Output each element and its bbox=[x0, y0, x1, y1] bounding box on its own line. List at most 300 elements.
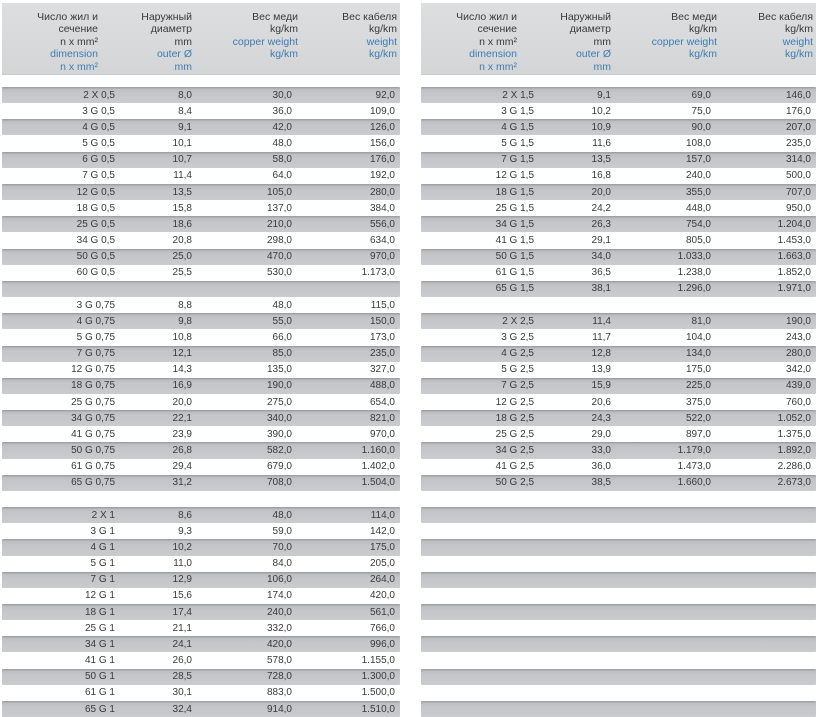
table-cell: 137,0 bbox=[266, 202, 292, 214]
table-cell: 883,0 bbox=[266, 687, 292, 699]
table-row bbox=[421, 394, 816, 410]
table-cell: 60 G 0,5 bbox=[76, 267, 115, 279]
table-cell: 7 G 1,5 bbox=[501, 154, 534, 166]
table-cell: 55,0 bbox=[272, 315, 292, 327]
spec-table-right bbox=[421, 3, 816, 717]
table-row-empty bbox=[421, 636, 816, 652]
table-cell: 314,0 bbox=[785, 154, 811, 166]
table-cell: 32,4 bbox=[172, 703, 192, 715]
header-line-ru: сечение bbox=[477, 23, 517, 36]
table-cell: 760,0 bbox=[785, 396, 811, 408]
table-row bbox=[2, 232, 400, 248]
header-line-ru: Число жил и bbox=[456, 11, 517, 23]
header-line-ru: Число жил и bbox=[37, 11, 98, 23]
table-cell: 2.286,0 bbox=[777, 461, 811, 473]
table-row-empty bbox=[421, 652, 816, 668]
table-row bbox=[421, 135, 816, 151]
table-cell: 65 G 0,75 bbox=[71, 477, 115, 489]
table-cell: 2 X 0,5 bbox=[83, 89, 115, 101]
column-header bbox=[611, 11, 717, 74]
table-cell: 36,0 bbox=[272, 105, 292, 117]
table-cell: 210,0 bbox=[266, 218, 292, 230]
table-cell: 41 G 2,5 bbox=[495, 461, 534, 473]
table-cell: 4 G 1 bbox=[90, 541, 115, 553]
header-line-en: kg/km bbox=[368, 48, 397, 61]
table-row bbox=[2, 459, 400, 475]
header-line-en: kg/km bbox=[784, 48, 813, 61]
table-cell: 108,0 bbox=[685, 138, 711, 150]
table-cell: 105,0 bbox=[266, 186, 292, 198]
header-line-en: dimension bbox=[50, 48, 98, 61]
table-row bbox=[2, 297, 400, 313]
table-cell: 1.473,0 bbox=[677, 461, 711, 473]
table-cell: 1.500,0 bbox=[361, 687, 395, 699]
table-cell: 15,8 bbox=[172, 202, 192, 214]
table-cell: 29,0 bbox=[591, 428, 611, 440]
column-header bbox=[421, 11, 534, 74]
table-cell: 84,0 bbox=[272, 558, 292, 570]
table-cell: 7 G 0,75 bbox=[76, 348, 115, 360]
table-cell: 22,1 bbox=[172, 412, 192, 424]
table-cell: 20,0 bbox=[172, 396, 192, 408]
table-cell: 65 G 1,5 bbox=[495, 283, 534, 295]
table-cell: 38,5 bbox=[591, 477, 611, 489]
header-line-en: kg/km bbox=[688, 48, 717, 61]
table-cell: 176,0 bbox=[369, 154, 395, 166]
table-cell: 5 G 2,5 bbox=[501, 364, 534, 376]
table-cell: 36,5 bbox=[591, 267, 611, 279]
header-line-ru: Вес меди bbox=[252, 11, 298, 23]
table-cell: 754,0 bbox=[685, 218, 711, 230]
table-cell: 9,1 bbox=[178, 121, 192, 133]
table-cell: 332,0 bbox=[266, 622, 292, 634]
table-row bbox=[2, 426, 400, 442]
table-cell: 30,0 bbox=[272, 89, 292, 101]
table-cell: 81,0 bbox=[691, 315, 711, 327]
header-line-en: kg/km bbox=[269, 48, 298, 61]
table-cell: 25,5 bbox=[172, 267, 192, 279]
column-header bbox=[292, 11, 400, 74]
table-cell: 3 G 1,5 bbox=[501, 105, 534, 117]
table-cell: 134,0 bbox=[685, 348, 711, 360]
table-cell: 12 G 1,5 bbox=[495, 170, 534, 182]
table-cell: 176,0 bbox=[785, 105, 811, 117]
table-row bbox=[2, 701, 400, 717]
table-cell: 5 G 1,5 bbox=[501, 138, 534, 150]
table-row bbox=[2, 184, 400, 200]
header-line-en: mm bbox=[593, 60, 611, 73]
table-row bbox=[2, 135, 400, 151]
table-cell: 92,0 bbox=[375, 89, 395, 101]
table-cell: 41 G 1 bbox=[84, 655, 115, 667]
table-cell: 16,8 bbox=[591, 170, 611, 182]
table-cell: 5 G 0,75 bbox=[76, 331, 115, 343]
table-row bbox=[421, 313, 816, 329]
table-row bbox=[421, 346, 816, 362]
table-cell: 950,0 bbox=[785, 202, 811, 214]
table-cell: 175,0 bbox=[685, 364, 711, 376]
table-cell: 1.052,0 bbox=[777, 412, 811, 424]
table-cell: 1.453,0 bbox=[777, 234, 811, 246]
table-cell: 13,9 bbox=[591, 364, 611, 376]
table-cell: 1.033,0 bbox=[677, 251, 711, 263]
table-cell: 5 G 0,5 bbox=[82, 138, 115, 150]
table-row bbox=[2, 620, 400, 636]
header-line-en: weight bbox=[366, 35, 397, 48]
table-cell: 12 G 0,5 bbox=[76, 186, 115, 198]
table-cell: 420,0 bbox=[266, 638, 292, 650]
table-cell: 12,8 bbox=[591, 348, 611, 360]
table-row bbox=[421, 103, 816, 119]
table-cell: 11,4 bbox=[173, 170, 192, 182]
table-row bbox=[421, 168, 816, 184]
table-row bbox=[421, 459, 816, 475]
table-cell: 34 G 2,5 bbox=[495, 445, 534, 457]
table-cell: 26,0 bbox=[172, 655, 192, 667]
table-cell: 1.971,0 bbox=[777, 283, 811, 295]
header-line-ru: Наружный bbox=[141, 11, 192, 23]
table-cell: 75,0 bbox=[691, 105, 711, 117]
table-cell: 61 G 0,75 bbox=[71, 461, 115, 473]
table-cell: 355,0 bbox=[685, 186, 711, 198]
header-line-ru: n x mm² bbox=[60, 35, 98, 48]
table-cell: 25 G 0,75 bbox=[71, 396, 115, 408]
table-cell: 897,0 bbox=[685, 428, 711, 440]
header-line-ru: Вес кабеля bbox=[342, 11, 397, 23]
table-cell: 29,1 bbox=[591, 234, 611, 246]
header-line-en: n x mm² bbox=[479, 60, 517, 73]
table-row bbox=[2, 152, 400, 168]
header-line-ru: mm bbox=[174, 35, 192, 48]
table-row bbox=[421, 442, 816, 458]
table-row-empty bbox=[421, 669, 816, 685]
table-cell: 50 G 2,5 bbox=[495, 477, 534, 489]
table-row bbox=[2, 442, 400, 458]
table-row-empty bbox=[421, 685, 816, 701]
table-cell: 50 G 0,5 bbox=[76, 251, 115, 263]
table-cell: 25 G 0,5 bbox=[76, 218, 115, 230]
table-cell: 33,0 bbox=[591, 445, 611, 457]
table-cell: 146,0 bbox=[785, 89, 811, 101]
table-cell: 12,1 bbox=[172, 348, 192, 360]
table-cell: 805,0 bbox=[685, 234, 711, 246]
table-cell: 2 X 1,5 bbox=[502, 89, 534, 101]
table-cell: 34 G 0,5 bbox=[76, 234, 115, 246]
table-cell: 3 G 2,5 bbox=[501, 331, 534, 343]
table-row bbox=[2, 556, 400, 572]
table-cell: 156,0 bbox=[369, 138, 395, 150]
table-cell: 1.852,0 bbox=[777, 267, 811, 279]
table-row bbox=[421, 87, 816, 103]
table-cell: 34 G 1,5 bbox=[495, 218, 534, 230]
table-row bbox=[2, 394, 400, 410]
table-cell: 8,8 bbox=[178, 299, 192, 311]
table-cell: 31,2 bbox=[172, 477, 192, 489]
table-row bbox=[2, 119, 400, 135]
table-cell: 390,0 bbox=[266, 428, 292, 440]
table-cell: 679,0 bbox=[266, 461, 292, 473]
table-header bbox=[421, 3, 816, 75]
table-cell: 13,5 bbox=[591, 154, 611, 166]
table-cell: 707,0 bbox=[785, 186, 811, 198]
table-cell: 41 G 1,5 bbox=[495, 234, 534, 246]
header-line-ru: сечение bbox=[58, 23, 98, 36]
table-cell: 18,6 bbox=[172, 218, 192, 230]
header-line-en: copper weight bbox=[232, 35, 298, 48]
table-cell: 2 X 2,5 bbox=[502, 315, 534, 327]
header-line-ru: mm bbox=[593, 35, 611, 48]
table-cell: 65 G 1 bbox=[84, 703, 115, 715]
table-cell: 20,8 bbox=[172, 234, 192, 246]
table-cell: 240,0 bbox=[685, 170, 711, 182]
table-cell: 11,6 bbox=[592, 138, 611, 150]
table-row bbox=[2, 168, 400, 184]
table-row bbox=[2, 669, 400, 685]
table-cell: 4 G 1,5 bbox=[501, 121, 534, 133]
table-cell: 21,1 bbox=[172, 622, 192, 634]
table-cell: 327,0 bbox=[369, 364, 395, 376]
table-cell: 142,0 bbox=[369, 525, 395, 537]
table-cell: 3 G 0,75 bbox=[76, 299, 115, 311]
table-cell: 20,0 bbox=[591, 186, 611, 198]
table-cell: 173,0 bbox=[369, 331, 395, 343]
table-cell: 340,0 bbox=[266, 412, 292, 424]
table-cell: 192,0 bbox=[369, 170, 395, 182]
table-cell: 10,1 bbox=[172, 138, 192, 150]
table-cell: 4 G 2,5 bbox=[501, 348, 534, 360]
table-row bbox=[2, 103, 400, 119]
table-cell: 500,0 bbox=[785, 170, 811, 182]
table-cell: 34,0 bbox=[591, 251, 611, 263]
table-cell: 7 G 2,5 bbox=[501, 380, 534, 392]
header-line-ru: n x mm² bbox=[479, 35, 517, 48]
table-cell: 18 G 2,5 bbox=[495, 412, 534, 424]
table-row-empty bbox=[2, 281, 400, 297]
table-cell: 12 G 0,75 bbox=[71, 364, 115, 376]
table-cell: 24,2 bbox=[591, 202, 611, 214]
column-header bbox=[192, 11, 298, 74]
table-row-empty bbox=[421, 523, 816, 539]
table-cell: 1.892,0 bbox=[777, 445, 811, 457]
table-row bbox=[421, 378, 816, 394]
table-row bbox=[2, 216, 400, 232]
table-cell: 384,0 bbox=[369, 202, 395, 214]
header-line-ru: диаметр bbox=[150, 23, 192, 36]
table-cell: 10,8 bbox=[172, 331, 192, 343]
table-row bbox=[2, 378, 400, 394]
table-cell: 9,8 bbox=[178, 315, 192, 327]
header-line-en: outer Ø bbox=[575, 48, 611, 61]
table-row-empty bbox=[421, 539, 816, 555]
table-cell: 207,0 bbox=[785, 121, 811, 133]
table-cell: 13,5 bbox=[172, 186, 192, 198]
table-cell: 104,0 bbox=[685, 331, 711, 343]
table-cell: 135,0 bbox=[266, 364, 292, 376]
table-cell: 280,0 bbox=[785, 348, 811, 360]
table-cell: 1.375,0 bbox=[777, 428, 811, 440]
table-row bbox=[2, 249, 400, 265]
table-cell: 15,6 bbox=[172, 590, 192, 602]
table-cell: 41 G 0,75 bbox=[71, 428, 115, 440]
table-row-empty bbox=[421, 297, 816, 313]
table-cell: 280,0 bbox=[369, 186, 395, 198]
spec-table-left bbox=[2, 3, 400, 717]
table-cell: 59,0 bbox=[272, 525, 292, 537]
table-row bbox=[2, 572, 400, 588]
table-cell: 1.173,0 bbox=[361, 267, 395, 279]
table-row-empty bbox=[421, 491, 816, 507]
table-header bbox=[2, 3, 400, 75]
table-cell: 1.402,0 bbox=[361, 461, 395, 473]
table-cell: 66,0 bbox=[272, 331, 292, 343]
table-cell: 1.296,0 bbox=[677, 283, 711, 295]
table-row-empty bbox=[421, 507, 816, 523]
table-cell: 205,0 bbox=[369, 558, 395, 570]
table-cell: 634,0 bbox=[369, 234, 395, 246]
table-cell: 28,5 bbox=[172, 671, 192, 683]
table-cell: 3 G 0,5 bbox=[82, 105, 115, 117]
table-row-empty bbox=[421, 588, 816, 604]
table-cell: 10,7 bbox=[172, 154, 192, 166]
table-cell: 64,0 bbox=[272, 170, 292, 182]
table-cell: 970,0 bbox=[369, 251, 395, 263]
table-row bbox=[2, 604, 400, 620]
table-cell: 530,0 bbox=[266, 267, 292, 279]
table-row bbox=[421, 216, 816, 232]
column-header bbox=[711, 11, 816, 74]
table-cell: 126,0 bbox=[369, 121, 395, 133]
table-cell: 1.155,0 bbox=[361, 655, 395, 667]
table-cell: 4 G 0,5 bbox=[82, 121, 115, 133]
header-line-en: mm bbox=[174, 60, 192, 73]
table-cell: 1.663,0 bbox=[777, 251, 811, 263]
table-cell: 1.179,0 bbox=[677, 445, 711, 457]
table-cell: 106,0 bbox=[266, 574, 292, 586]
table-cell: 5 G 1 bbox=[90, 558, 115, 570]
table-cell: 11,0 bbox=[173, 558, 192, 570]
header-line-ru: Наружный bbox=[560, 11, 611, 23]
table-cell: 12 G 1 bbox=[84, 590, 115, 602]
table-cell: 6 G 0,5 bbox=[82, 154, 115, 166]
header-line-en: outer Ø bbox=[156, 48, 192, 61]
table-cell: 34 G 1 bbox=[84, 638, 115, 650]
table-cell: 25 G 1,5 bbox=[495, 202, 534, 214]
column-header bbox=[115, 11, 192, 74]
table-cell: 190,0 bbox=[266, 380, 292, 392]
table-cell: 298,0 bbox=[266, 234, 292, 246]
table-cell: 11,7 bbox=[592, 331, 611, 343]
table-cell: 821,0 bbox=[369, 412, 395, 424]
table-cell: 10,2 bbox=[172, 541, 192, 553]
table-row-empty bbox=[421, 604, 816, 620]
header-line-en: n x mm² bbox=[60, 60, 98, 73]
table-cell: 24,3 bbox=[591, 412, 611, 424]
table-cell: 240,0 bbox=[266, 606, 292, 618]
table-cell: 439,0 bbox=[785, 380, 811, 392]
table-cell: 914,0 bbox=[266, 703, 292, 715]
table-cell: 235,0 bbox=[785, 138, 811, 150]
table-cell: 225,0 bbox=[685, 380, 711, 392]
table-cell: 11,4 bbox=[592, 315, 611, 327]
header-line-ru: kg/km bbox=[784, 23, 813, 36]
table-cell: 61 G 1,5 bbox=[495, 267, 534, 279]
table-cell: 1.504,0 bbox=[361, 477, 395, 489]
table-cell: 115,0 bbox=[370, 299, 395, 311]
table-body bbox=[2, 87, 400, 717]
table-cell: 150,0 bbox=[369, 315, 395, 327]
table-cell: 243,0 bbox=[785, 331, 811, 343]
column-header bbox=[534, 11, 611, 74]
table-row bbox=[2, 329, 400, 345]
table-cell: 1.204,0 bbox=[777, 218, 811, 230]
table-cell: 190,0 bbox=[785, 315, 811, 327]
table-row bbox=[2, 200, 400, 216]
table-cell: 4 G 0,75 bbox=[76, 315, 115, 327]
table-row bbox=[2, 475, 400, 491]
table-row bbox=[2, 362, 400, 378]
table-cell: 157,0 bbox=[685, 154, 711, 166]
header-line-ru: kg/km bbox=[368, 23, 397, 36]
table-cell: 50 G 0,75 bbox=[71, 445, 115, 457]
table-cell: 582,0 bbox=[266, 445, 292, 457]
table-cell: 34 G 0,75 bbox=[71, 412, 115, 424]
table-cell: 24,1 bbox=[172, 638, 192, 650]
table-cell: 970,0 bbox=[369, 428, 395, 440]
table-cell: 708,0 bbox=[266, 477, 292, 489]
table-row bbox=[421, 329, 816, 345]
table-cell: 522,0 bbox=[685, 412, 711, 424]
table-cell: 9,3 bbox=[178, 525, 192, 537]
table-cell: 7 G 0,5 bbox=[82, 170, 115, 182]
table-cell: 50 G 1 bbox=[84, 671, 115, 683]
table-row-empty bbox=[421, 556, 816, 572]
table-row bbox=[421, 152, 816, 168]
table-cell: 48,0 bbox=[272, 299, 292, 311]
table-cell: 50 G 1,5 bbox=[495, 251, 534, 263]
table-body bbox=[421, 87, 816, 717]
table-cell: 25,0 bbox=[172, 251, 192, 263]
table-cell: 10,9 bbox=[591, 121, 611, 133]
header-line-en: weight bbox=[782, 35, 813, 48]
table-row bbox=[2, 346, 400, 362]
table-row-empty bbox=[421, 701, 816, 717]
table-row bbox=[2, 410, 400, 426]
table-cell: 90,0 bbox=[691, 121, 711, 133]
table-cell: 48,0 bbox=[272, 509, 292, 521]
table-cell: 470,0 bbox=[266, 251, 292, 263]
table-row bbox=[421, 232, 816, 248]
table-cell: 728,0 bbox=[266, 671, 292, 683]
table-row bbox=[2, 523, 400, 539]
table-cell: 375,0 bbox=[685, 396, 711, 408]
table-row bbox=[2, 539, 400, 555]
table-row bbox=[421, 119, 816, 135]
table-cell: 109,0 bbox=[369, 105, 395, 117]
table-cell: 16,9 bbox=[172, 380, 192, 392]
table-row bbox=[421, 475, 816, 491]
table-cell: 174,0 bbox=[266, 590, 292, 602]
table-cell: 556,0 bbox=[369, 218, 395, 230]
table-cell: 26,3 bbox=[591, 218, 611, 230]
table-row-empty bbox=[421, 572, 816, 588]
table-cell: 17,4 bbox=[172, 606, 192, 618]
table-cell: 14,3 bbox=[172, 364, 192, 376]
header-line-ru: Вес меди bbox=[671, 11, 717, 23]
table-cell: 18 G 0,5 bbox=[76, 202, 115, 214]
table-cell: 578,0 bbox=[266, 655, 292, 667]
table-cell: 58,0 bbox=[272, 154, 292, 166]
header-line-en: dimension bbox=[469, 48, 517, 61]
